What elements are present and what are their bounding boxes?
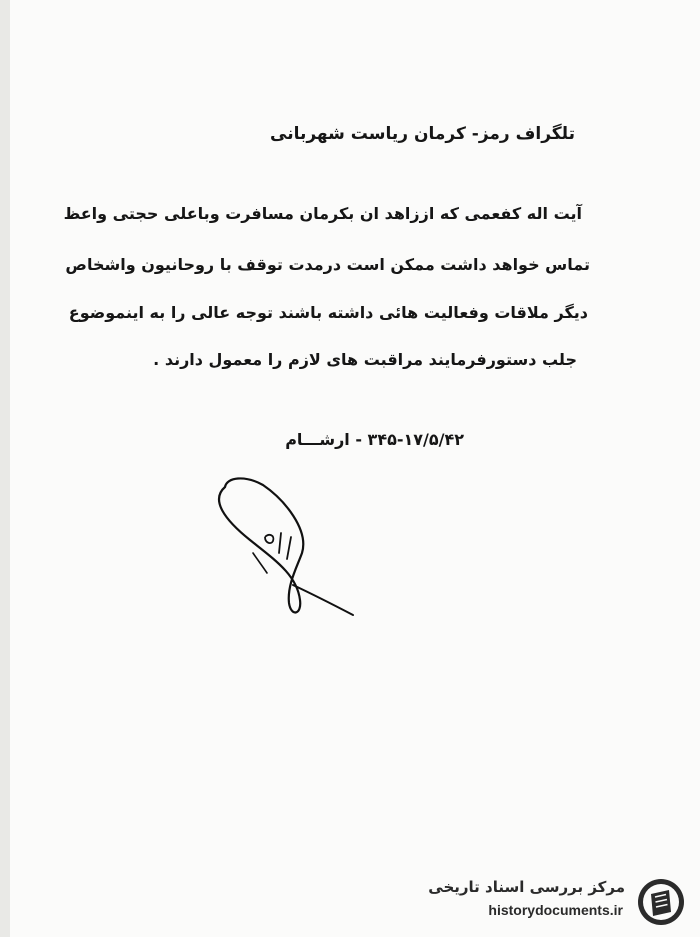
body-line-2: تماس خواهد داشت ممکن است درمدت توقف با روحانیون واشخاص — [65, 255, 590, 274]
watermark-title: مرکز بررسی اسناد تاریخی — [428, 878, 625, 896]
watermark-url: historydocuments.ir — [488, 902, 623, 918]
handwritten-signature — [205, 475, 365, 625]
watermark — [405, 870, 695, 932]
reference-number: ۳۴۵-۱۷/۵/۴۲ - ارشـــام — [285, 430, 464, 449]
body-line-4: جلب دستورفرمایند مراقبت های لازم را معمول دارند . — [153, 350, 577, 369]
telegram-heading: تلگراف رمز- کرمان ریاست شهربانی — [270, 124, 575, 144]
body-line-3: دیگر ملاقات وفعالیت هائی داشته باشند توجه عالی را به اینموضوع — [68, 303, 588, 322]
document-center-logo-icon — [635, 876, 687, 928]
body-line-1: آیت اله کفعمی که اززاهد ان بکرمان مسافرت وباعلی حجتی واعظ — [63, 204, 582, 223]
